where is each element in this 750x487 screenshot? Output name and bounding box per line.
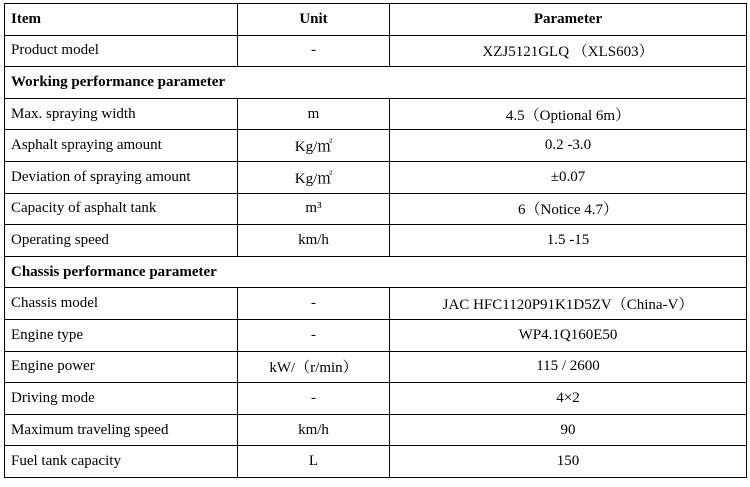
table-row <box>5 98 747 130</box>
spec-table <box>4 3 747 478</box>
row-unit: km/h <box>238 225 390 257</box>
row-unit: - <box>238 319 390 351</box>
row-unit: m³ <box>238 193 390 225</box>
table-row <box>5 319 747 351</box>
row-value: 1.5 -15 <box>390 225 747 257</box>
row-value: 4×2 <box>390 383 747 415</box>
section-title: Working performance parameter <box>5 67 747 99</box>
table-row <box>5 383 747 415</box>
row-unit: km/h <box>238 414 390 446</box>
row-unit: Kg/㎡ <box>238 130 390 162</box>
row-unit: m <box>238 98 390 130</box>
section-title: Chassis performance parameter <box>5 256 747 288</box>
row-name: Engine power <box>5 351 238 383</box>
row-unit: kW/（r/min） <box>238 351 390 383</box>
row-value: ±0.07 <box>390 161 747 193</box>
table-row <box>5 351 747 383</box>
row-value: 90 <box>390 414 747 446</box>
row-value: 150 <box>390 446 747 478</box>
row-value: JAC HFC1120P91K1D5ZV（China-V） <box>390 288 747 320</box>
row-name: Operating speed <box>5 225 238 257</box>
row-unit: - <box>238 35 390 67</box>
header-item: Item <box>5 4 238 36</box>
row-name: Driving mode <box>5 383 238 415</box>
row-value: 4.5（Optional 6m） <box>390 98 747 130</box>
row-unit: L <box>238 446 390 478</box>
table-row <box>5 35 747 67</box>
table-header-row <box>5 4 747 36</box>
row-name: Maximum traveling speed <box>5 414 238 446</box>
row-name: Capacity of asphalt tank <box>5 193 238 225</box>
row-value: XZJ5121GLQ （XLS603） <box>390 35 747 67</box>
row-name: Asphalt spraying amount <box>5 130 238 162</box>
row-value: WP4.1Q160E50 <box>390 319 747 351</box>
section-row-chassis <box>5 256 747 288</box>
row-value: 6（Notice 4.7） <box>390 193 747 225</box>
header-parameter: Parameter <box>390 4 747 36</box>
table-row <box>5 446 747 478</box>
row-value: 0.2 -3.0 <box>390 130 747 162</box>
row-value: 115 / 2600 <box>390 351 747 383</box>
row-name: Product model <box>5 35 238 67</box>
table-row <box>5 193 747 225</box>
row-name: Fuel tank capacity <box>5 446 238 478</box>
row-name: Engine type <box>5 319 238 351</box>
table-row <box>5 414 747 446</box>
table-row <box>5 161 747 193</box>
table-row <box>5 288 747 320</box>
row-unit: - <box>238 383 390 415</box>
table-row <box>5 130 747 162</box>
row-unit: Kg/㎡ <box>238 161 390 193</box>
row-name: Chassis model <box>5 288 238 320</box>
table-row <box>5 225 747 257</box>
header-unit: Unit <box>238 4 390 36</box>
row-name: Max. spraying width <box>5 98 238 130</box>
section-row-working <box>5 67 747 99</box>
row-unit: - <box>238 288 390 320</box>
row-name: Deviation of spraying amount <box>5 161 238 193</box>
